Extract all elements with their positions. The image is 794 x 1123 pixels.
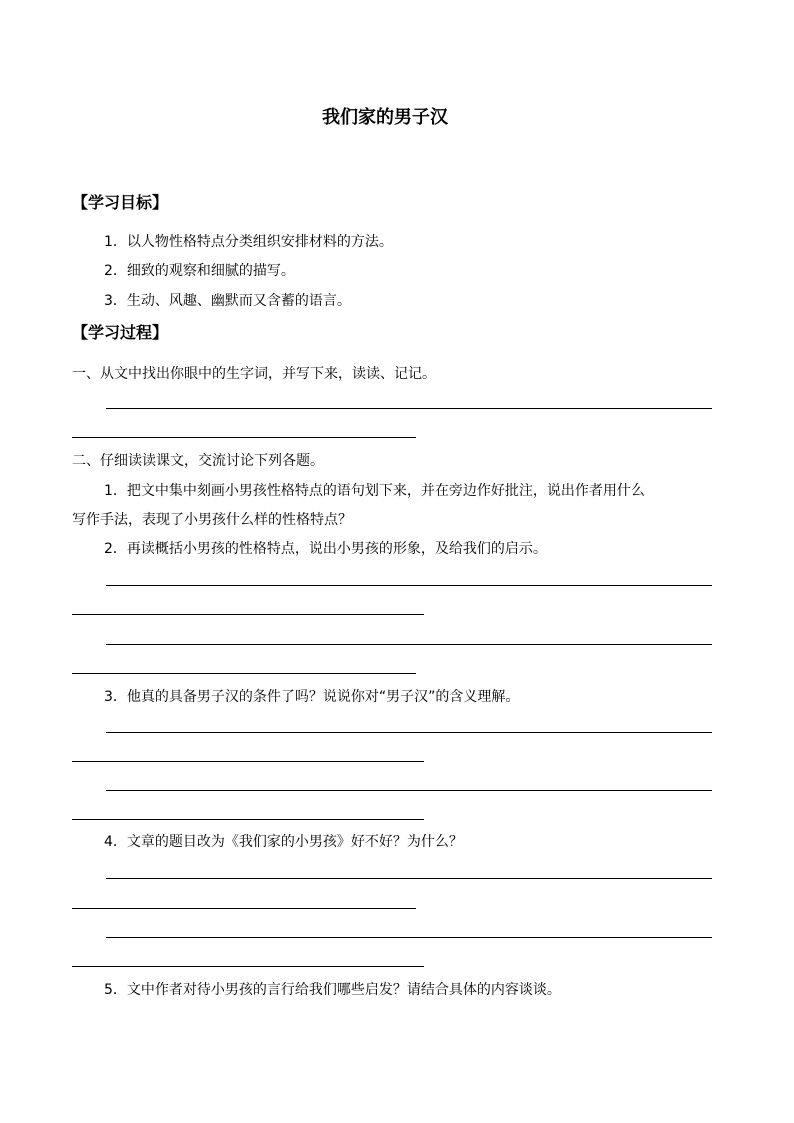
answer-line[interactable] (72, 673, 416, 674)
page-title: 我们家的男子汉 (322, 107, 448, 128)
goal-item-2: 2．细致的观察和细腻的描写。 (104, 263, 295, 279)
question-1-line-1: 1．把文中集中刻画小男孩性格特点的语句划下来，并在旁边作好批注，说出作者用什么 (104, 483, 645, 499)
question-2: 2．再读概括小男孩的性格特点，说出小男孩的形象，及给我们的启示。 (104, 541, 547, 557)
task-2: 二、仔细读读课文，交流讨论下列各题。 (72, 453, 324, 469)
answer-line[interactable] (72, 819, 424, 820)
answer-line[interactable] (72, 437, 416, 438)
answer-line[interactable] (106, 732, 712, 733)
goals-heading: 【学习目标】 (72, 193, 169, 212)
question-3: 3．他真的具备男子汉的条件了吗？说说你对“男子汉”的含义理解。 (104, 689, 520, 705)
question-5: 5．文中作者对待小男孩的言行给我们哪些启发？请结合具体的内容谈谈。 (104, 982, 561, 998)
answer-line[interactable] (72, 908, 416, 909)
answer-line[interactable] (106, 585, 712, 586)
task-1: 一、从文中找出你眼中的生字词，并写下来，读读、记记。 (72, 366, 436, 382)
answer-line[interactable] (72, 761, 424, 762)
goal-item-1: 1．以人物性格特点分类组织安排材料的方法。 (104, 234, 393, 250)
question-4: 4．文章的题目改为《我们家的小男孩》好不好？为什么？ (104, 834, 463, 850)
answer-line[interactable] (106, 937, 712, 938)
question-1-line-2: 写作手法，表现了小男孩什么样的性格特点？ (72, 512, 352, 528)
answer-line[interactable] (72, 966, 424, 967)
goal-item-3: 3．生动、风趣、幽默而又含蓄的语言。 (104, 293, 351, 309)
answer-line[interactable] (106, 408, 712, 409)
answer-line[interactable] (72, 614, 424, 615)
answer-line[interactable] (106, 790, 712, 791)
answer-line[interactable] (106, 644, 712, 645)
answer-line[interactable] (106, 878, 712, 879)
process-heading: 【学习过程】 (72, 323, 169, 342)
